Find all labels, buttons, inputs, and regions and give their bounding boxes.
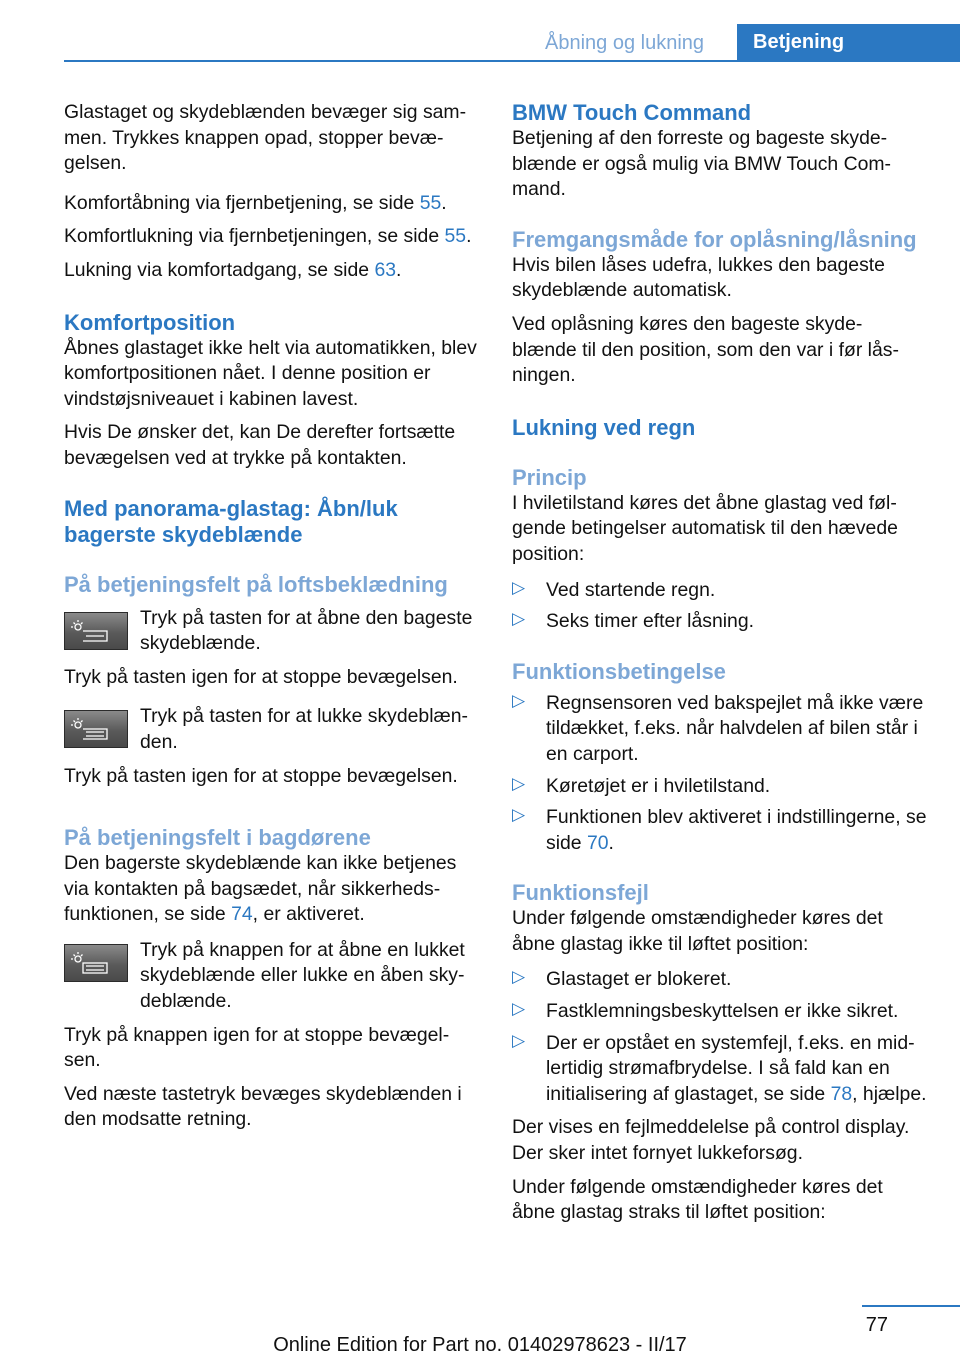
- paragraph: Under følgende omstændigheder køres det åbne glastag straks til løftet position:: [512, 1175, 883, 1224]
- header-tab-betjening[interactable]: Betjening: [737, 24, 960, 61]
- paragraph: Lukning via komfortadgang, se side 63.: [64, 258, 402, 281]
- heading-princip: Princip: [512, 464, 587, 490]
- instruction-text: Tryk på tasten for at åbne den bageste skydeblænde.: [140, 606, 473, 655]
- paragraph: Tryk på tasten igen for at stoppe bevægelsen.: [64, 665, 458, 688]
- heading-fremgangsmaade: Fremgangsmåde for oplåsning/låsning: [512, 226, 917, 252]
- paragraph: Der vises en fejlmeddelelse på control display. Der sker intet fornyet lukkeforsøg.: [512, 1116, 910, 1165]
- page-ref-link[interactable]: 63: [374, 258, 397, 281]
- rear-door-blind-button-icon: [64, 944, 128, 982]
- paragraph: Hvis De ønsker det, kan De derefter fortsætte bevægelsen ved at trykke på kontakten.: [64, 421, 456, 469]
- betingelse-list: [512, 691, 930, 857]
- instruction-close-rear-blind: [64, 704, 482, 755]
- instruction-text: Tryk på knappen for at åbne en lukket skydeblænde eller lukke en åben sky‐ deblænde.: [140, 938, 465, 1013]
- list-item: ▷ Glastaget er blokeret.: [512, 967, 732, 991]
- list-item: ▷ Regnsensoren ved bakspejlet må ikke være tildækket, f.eks. når halvdelen af bilen står i en carport.: [512, 690, 924, 765]
- princip-list: [512, 578, 930, 635]
- header-section-title: Åbning og lukning: [545, 32, 705, 54]
- paragraph: Glastaget og skydeblænden bevæger sig sam‐ men. Trykkes knappen opad, stopper bevæ‐ gelsen.: [64, 101, 467, 175]
- instruction-open-rear-blind: [64, 606, 482, 657]
- heading-panorama: Med panorama-glastag: Åbn/luk bagerste skydeblænde: [64, 495, 398, 547]
- page-ref-link[interactable]: 78: [830, 1082, 853, 1105]
- instruction-text: Tryk på tasten for at lukke skydeblæn‐ den.: [140, 705, 468, 753]
- paragraph: I hviletilstand køres det åbne glastag ved føl‐ gende betingelser automatisk til den hævede position:: [512, 491, 898, 565]
- right-column: [512, 100, 930, 1226]
- rear-blind-open-button-icon: [64, 612, 128, 650]
- paragraph: Komfortlukning via fjernbetjeningen, se side 55.: [64, 225, 472, 248]
- paragraph: Tryk på knappen igen for at stoppe bevægel‐ sen.: [64, 1023, 450, 1072]
- rear-blind-close-button-icon: [64, 710, 128, 748]
- heading-bagdorene: På betjeningsfelt i bagdørene: [64, 825, 371, 851]
- heading-komfortposition: Komfortposition: [64, 309, 236, 335]
- edition-footer: Online Edition for Part no. 01402978623 - II/17: [273, 1334, 687, 1356]
- paragraph: Hvis bilen låses udefra, lukkes den bageste skydeblænde automatisk.: [512, 253, 885, 302]
- list-item: ▷ Fastklemningsbeskyttelsen er ikke sikret.: [512, 999, 899, 1023]
- list-item: ▷ Funktionen blev aktiveret i indstillingerne, se side 70.: [512, 805, 927, 854]
- footer-rule: [862, 1305, 960, 1307]
- heading-bmw-touch-command: BMW Touch Command: [512, 100, 752, 125]
- paragraph: Betjening af den forreste og bageste skyde‐ blænde er også mulig via BMW Touch Com‐ mand.: [512, 127, 891, 201]
- list-item: ▷ Der er opstået en systemfejl, f.eks. en mid‐ lertidig strømafbrydelse. I så fald kan en initialisering af glastaget, se side 78, hjælpe.: [512, 1030, 927, 1105]
- list-item: ▷ Ved startende regn.: [512, 577, 716, 601]
- list-item: ▷ Seks timer efter låsning.: [512, 609, 754, 633]
- paragraph: Åbnes glastaget ikke helt via automatikken, blev komfortpositionen nået. I denne position er vindstøjsniveauet i kabinen lavest.: [64, 336, 477, 410]
- paragraph: Ved oplåsning køres den bageste skyde‐ blænde til den position, som den var i før lås‐ ningen.: [512, 312, 899, 387]
- heading-funktionsfejl: Funktionsfejl: [512, 880, 649, 906]
- heading-loftsbeklaedning: På betjeningsfelt på loftsbeklædning: [64, 571, 448, 597]
- fejl-list: [512, 967, 930, 1107]
- page-ref-link[interactable]: 70: [586, 831, 609, 854]
- page-ref-link[interactable]: 74: [231, 903, 253, 926]
- instruction-rear-door-blind: [64, 938, 482, 1015]
- page-number: 77: [865, 1314, 888, 1336]
- paragraph: Ved næste tastetryk bevæges skydeblænden i den modsatte retning.: [64, 1082, 462, 1131]
- page-ref-link[interactable]: 55: [444, 225, 467, 248]
- page-ref-link[interactable]: 55: [419, 191, 442, 214]
- paragraph: Komfortåbning via fjernbetjening, se side 55.: [64, 191, 447, 214]
- paragraph: Under følgende omstændigheder køres det åbne glastag ikke til løftet position:: [512, 907, 883, 955]
- paragraph: Tryk på tasten igen for at stoppe bevægelsen.: [64, 764, 458, 787]
- heading-lukning-ved-regn: Lukning ved regn: [512, 414, 696, 440]
- list-item: ▷ Køretøjet er i hviletilstand.: [512, 773, 771, 797]
- left-column: [64, 100, 482, 1133]
- paragraph: Den bagerste skydeblænde kan ikke betjenes via kontakten på bagsædet, når sikkerheds‐ funktionen, se side 74, er aktiveret.: [64, 852, 457, 926]
- heading-funktionsbetingelse: Funktionsbetingelse: [512, 658, 726, 684]
